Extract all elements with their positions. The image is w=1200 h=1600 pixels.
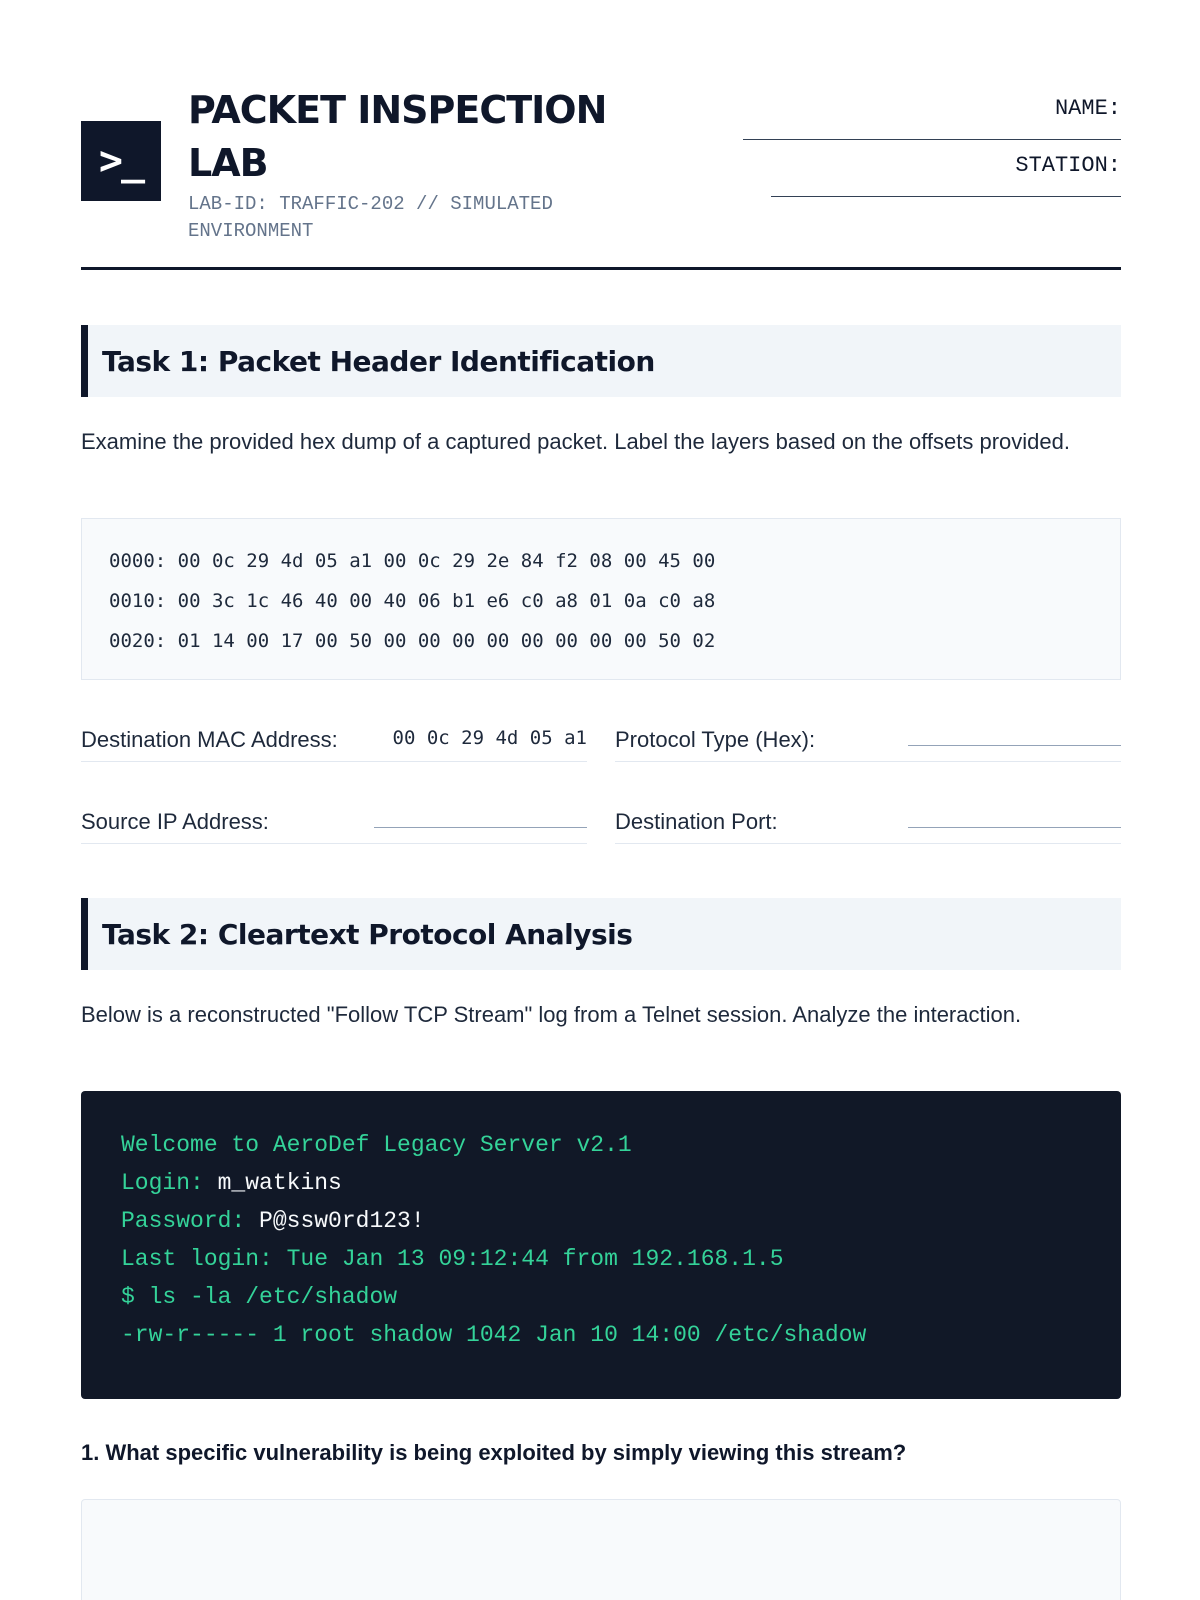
dest-mac-label: Destination MAC Address: <box>81 727 338 752</box>
log-line <box>121 1202 1081 1240</box>
log-line: $ ls -la /etc/shadow <box>121 1284 398 1310</box>
protocol-answer-line[interactable] <box>908 745 1121 746</box>
terminal-logo-icon: >_ <box>81 121 161 201</box>
log-line: -rw-r----- 1 root shadow 1042 Jan 10 14:00 /etc/shadow <box>121 1322 867 1348</box>
question-1-answer-box[interactable] <box>81 1499 1121 1600</box>
source-ip-answer-line[interactable] <box>374 827 587 828</box>
dest-port-label: Destination Port: <box>615 809 778 834</box>
protocol-row <box>615 717 1121 762</box>
dest-port-row <box>615 799 1121 844</box>
page-title: PACKET INSPECTION LAB <box>188 88 607 185</box>
station-label: STATION: <box>1015 153 1121 178</box>
source-ip-row <box>81 799 587 844</box>
tcp-stream-log <box>81 1091 1121 1399</box>
login-value: m_watkins <box>217 1170 342 1196</box>
password-value: P@ssw0rd123! <box>259 1208 425 1234</box>
dest-port-answer-line[interactable] <box>908 827 1121 828</box>
task2-intro: Below is a reconstructed "Follow TCP Stream" log from a Telnet session. Analyze the interaction. <box>81 1002 1022 1027</box>
login-prompt: Login: <box>121 1170 218 1196</box>
protocol-label: Protocol Type (Hex): <box>615 727 816 752</box>
worksheet-header <box>81 84 1121 270</box>
task2-heading: Task 2: Cleartext Protocol Analysis <box>81 898 1121 970</box>
log-line: Welcome to AeroDef Legacy Server v2.1 <box>121 1132 632 1158</box>
lab-id: LAB-ID: TRAFFIC-202 // SIMULATED ENVIRONMENT <box>188 193 553 242</box>
hex-line: 0020: 01 14 00 17 00 50 00 00 00 00 00 00 00 00 50 02 <box>109 630 716 652</box>
dest-mac-row <box>81 717 587 762</box>
question-1: 1. What specific vulnerability is being exploited by simply viewing this stream? <box>81 1440 907 1465</box>
task1-heading: Task 1: Packet Header Identification <box>81 325 1121 397</box>
source-ip-label: Source IP Address: <box>81 809 269 834</box>
station-field[interactable] <box>771 196 1121 197</box>
hex-line: 0000: 00 0c 29 4d 05 a1 00 0c 29 2e 84 f2 08 00 45 00 <box>109 550 716 572</box>
student-fields <box>721 96 1121 197</box>
title-block <box>188 84 648 245</box>
hex-dump <box>81 518 1121 680</box>
log-line: Last login: Tue Jan 13 09:12:44 from 192.168.1.5 <box>121 1246 784 1272</box>
name-label: NAME: <box>1054 96 1121 121</box>
task1-intro: Examine the provided hex dump of a captured packet. Label the layers based on the offsets provided. <box>81 429 1071 454</box>
hex-line: 0010: 00 3c 1c 46 40 00 40 06 b1 e6 c0 a8 01 0a c0 a8 <box>109 590 716 612</box>
name-field[interactable] <box>743 139 1121 140</box>
log-line <box>121 1164 1081 1202</box>
dest-mac-value: 00 0c 29 4d 05 a1 <box>392 727 587 749</box>
password-prompt: Password: <box>121 1208 260 1234</box>
